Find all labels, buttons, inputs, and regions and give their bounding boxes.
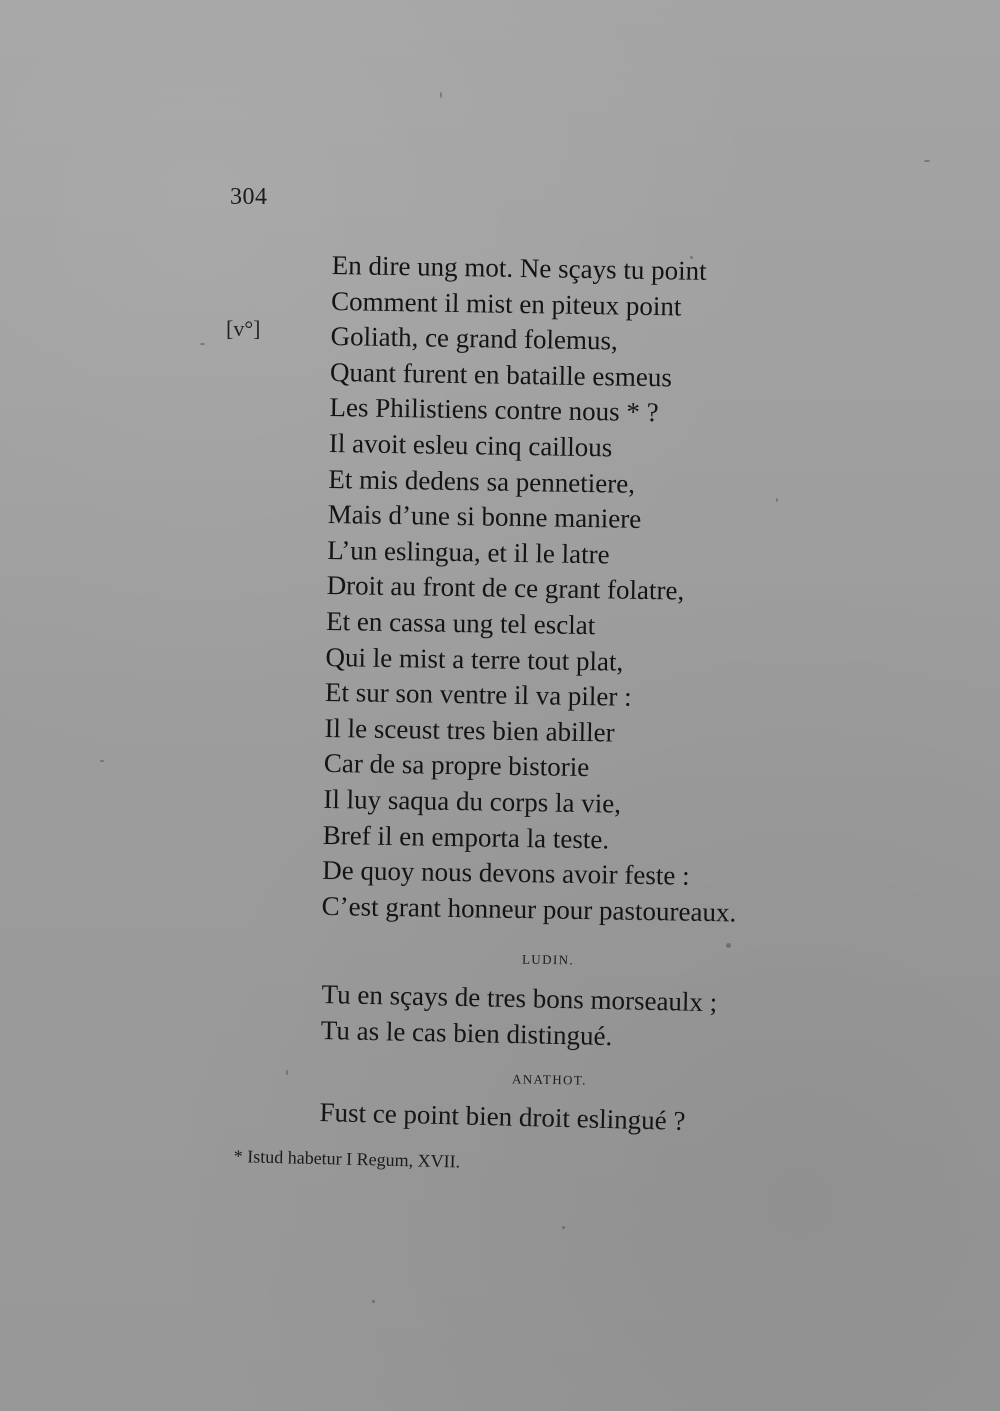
verse-line: Et en cassa ung tel esclat <box>325 605 596 641</box>
verse-line: Les Philistiens contre nous * ? <box>329 392 659 428</box>
paper-speck <box>440 92 442 98</box>
verse-line: Et mis dedens sa pennetiere, <box>328 463 636 499</box>
paper-speck <box>562 1226 565 1229</box>
verse-line: Bref il en emporta la teste. <box>322 819 610 854</box>
verse-line: Il avoit esleu cinq caillous <box>328 427 613 463</box>
verse-line: Mais d’une si bonne maniere <box>327 499 642 535</box>
paper-speck <box>924 160 930 162</box>
paper-speck <box>690 256 693 259</box>
ludin-speech <box>320 976 717 1056</box>
anathot-speech <box>319 1094 686 1139</box>
margin-note-verso: [v°] <box>226 316 261 341</box>
verse-line: L’un eslingua, et il le latre <box>327 534 610 570</box>
paper-speck <box>100 760 104 762</box>
paper-speck <box>286 1070 288 1075</box>
speaker-heading-ludin: LUDIN. <box>521 951 575 968</box>
footnote: * Istud habetur I Regum, XVII. <box>233 1146 461 1172</box>
paper-speck <box>726 943 731 948</box>
verse-line: Fust ce point bien droit eslingué ? <box>319 1096 686 1136</box>
verse-line: Goliath, ce grand folemus, <box>330 321 618 356</box>
paper-speck <box>372 1300 375 1303</box>
paper-speck <box>200 343 205 345</box>
verse-line: Comment il mist en piteux point <box>330 285 682 322</box>
verse-line: Et sur son ventre il va piler : <box>324 677 632 712</box>
verse-line: Il luy saqua du corps la vie, <box>323 783 622 819</box>
verse-line: Qui le mist a terre tout plat, <box>325 641 624 677</box>
verse-line: De quoy nous devons avoir feste : <box>321 855 690 891</box>
paper-speck <box>776 498 778 502</box>
verse-block <box>321 248 792 931</box>
speaker-heading-anathot: ANATHOT. <box>511 1071 587 1088</box>
verse-line: Tu as le cas bien distingué. <box>320 1014 613 1052</box>
verse-line: Car de sa propre bistorie <box>323 748 590 783</box>
verse-line: Tu en sçays de tres bons morseaulx ; <box>321 978 718 1018</box>
verse-line: C’est grant honneur pour pastoureaux. <box>321 890 737 928</box>
verse-line: Droit au front de ce grant folatre, <box>326 570 685 606</box>
page-number: 304 <box>230 184 268 210</box>
verse-line: Il le sceust tres bien abiller <box>324 712 615 748</box>
verse-line: Quant furent en bataille esmeus <box>329 356 673 393</box>
verse-line: En dire ung mot. Ne sçays tu point <box>331 249 707 286</box>
